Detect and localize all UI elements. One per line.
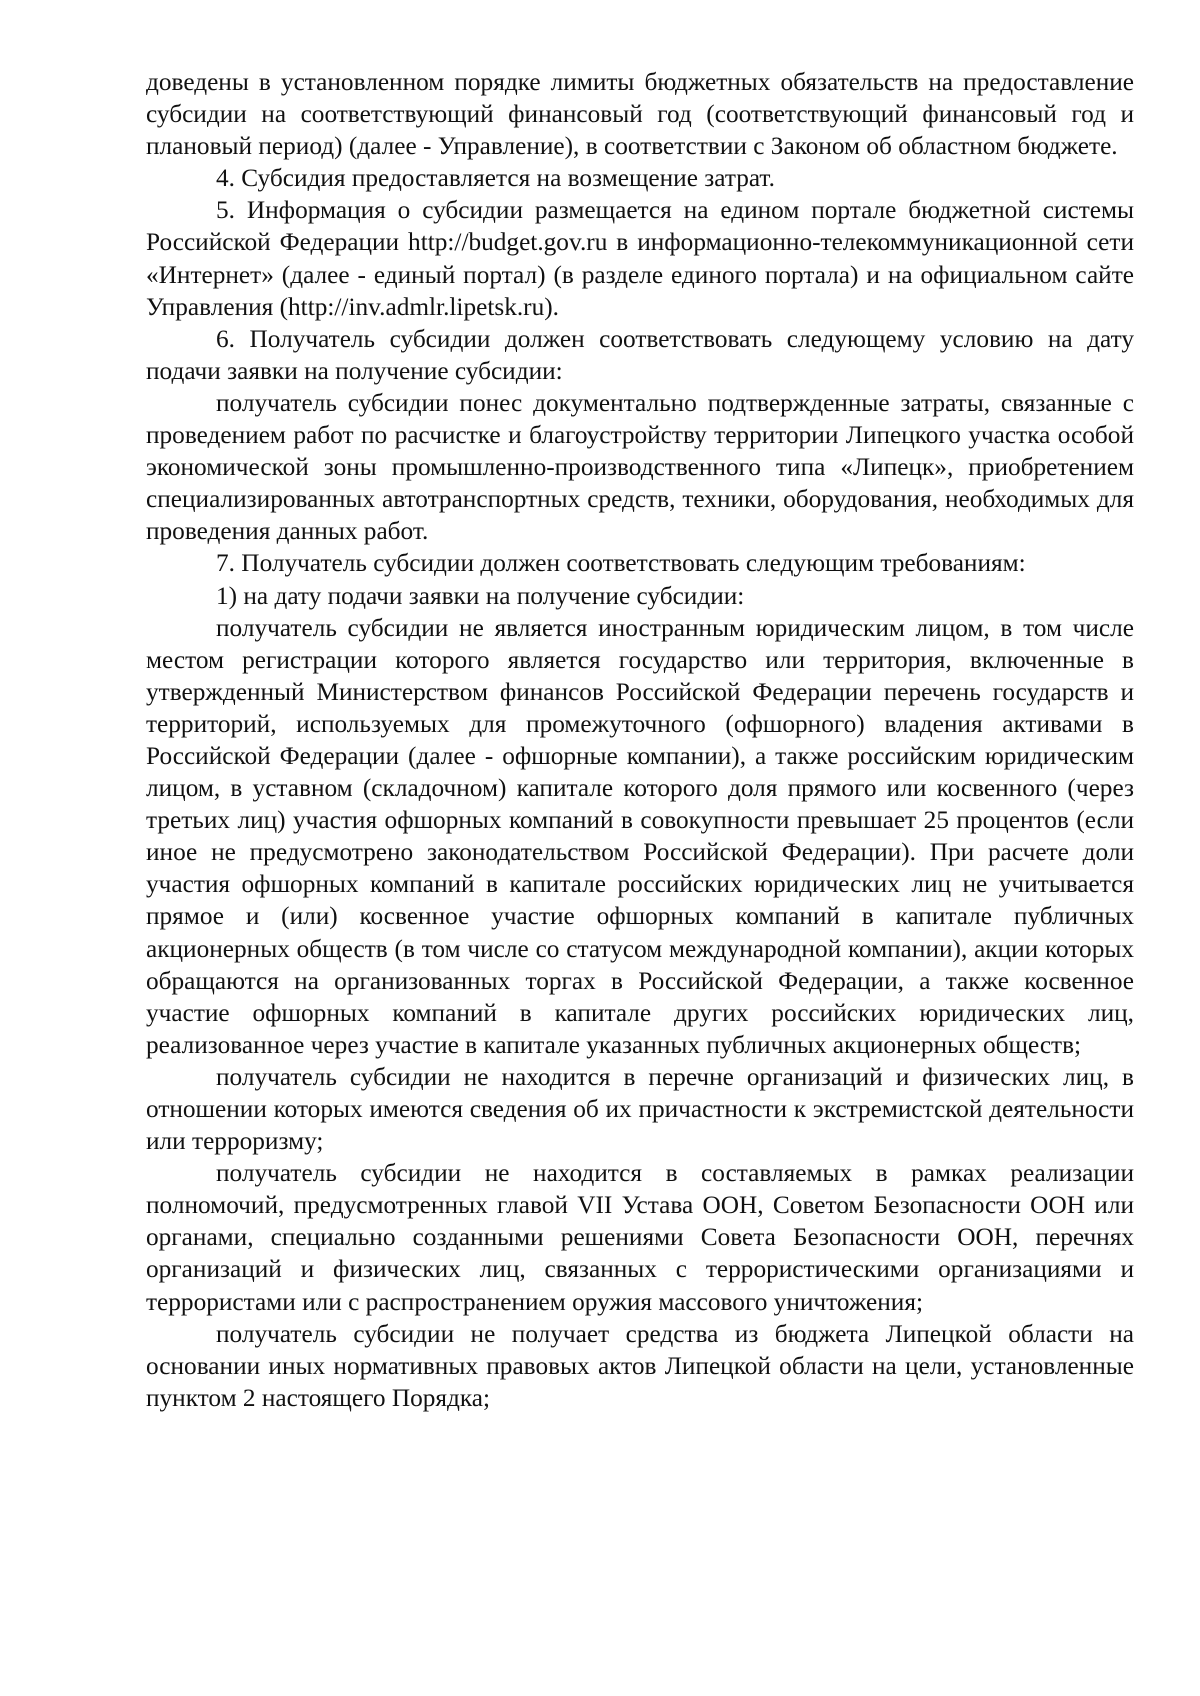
paragraph-item-5: 5. Информация о субсидии размещается на едином портале бюджетной системы Российской Федерации http://budget.gov.ru в информационно-телекоммуникационной сети «Интернет» (далее - единый портал) (в разделе единого портала) и на официальном сайте Управления (http://inv.admlr.lipetsk.ru). xyxy=(146,196,1134,321)
paragraph-item-6: 6. Получатель субсидии должен соответствовать следующему условию на дату подачи заявки на получение субсидии: xyxy=(146,324,1134,385)
paragraph-condition: получатель субсидии понес документально подтвержденные затраты, связанные с проведением работ по расчистке и благоустройству территории Липецкого участка особой экономической зоны промышленно-производственного типа «Липецк», приобретением специализированных автотранспортных средств, техники, оборудования, необходимых для проведения данных работ. xyxy=(146,388,1134,546)
paragraph-item-7: 7. Получатель субсидии должен соответствовать следующим требованиям: xyxy=(216,549,1026,578)
paragraph-subitem-1: 1) на дату подачи заявки на получение субсидии: xyxy=(216,581,745,610)
paragraph-requirement-extremism: получатель субсидии не находится в перечне организаций и физических лиц, в отношении которых имеются сведения об их причастности к экстремистской деятельности или терроризму; xyxy=(146,1062,1134,1156)
paragraph-item-4: 4. Субсидия предоставляется на возмещение затрат. xyxy=(216,164,775,193)
document-body xyxy=(146,66,1134,1414)
paragraph-requirement-budget: получатель субсидии не получает средства из бюджета Липецкой области на основании иных нормативных правовых актов Липецкой области на цели, установленные пунктом 2 настоящего Порядка; xyxy=(146,1319,1134,1412)
paragraph-requirement-un-lists: получатель субсидии не находится в составляемых в рамках реализации полномочий, предусмотренных главой VII Устава ООН, Советом Безопасности ООН или органами, специально созданными решениями Совета Безопасности ООН, перечнях организаций и физических лиц, связанных с террористическими организациями и террористами или с распространением оружия массового уничтожения; xyxy=(146,1159,1134,1316)
paragraph-requirement-offshore: получатель субсидии не является иностранным юридическим лицом, в том числе местом регистрации которого является государство или территория, включенные в утвержденный Министерством финансов Российской Федерации перечень государств и территорий, используемых для промежуточного (офшорного) владения активами в Российской Федерации (далее - офшорные компании), а также российским юридическим лицом, в уставном (складочном) капитале которого доля прямого или косвенного (через третьих лиц) участия офшорных компаний в совокупности превышает 25 процентов (если иное не предусмотрено законодательством Российской Федерации). При расчете доли участия офшорных компаний в капитале российских юридических лиц не учитывается прямое и (или) косвенное участие офшорных компаний в капитале публичных акционерных обществ (в том числе со статусом международной компании), акции которых обращаются на организованных торгах в Российской Федерации, а также косвенное участие офшорных компаний в капитале других российских юридических лиц, реализованное через участие в капитале указанных публичных акционерных обществ; xyxy=(146,613,1134,1059)
paragraph-continuation: доведены в установленном порядке лимиты бюджетных обязательств на предоставление субсидии на соответствующий финансовый год (соответствующий финансовый год и плановый период) (далее - Управление), в соответствии с Законом об областном бюджете. xyxy=(146,68,1134,161)
